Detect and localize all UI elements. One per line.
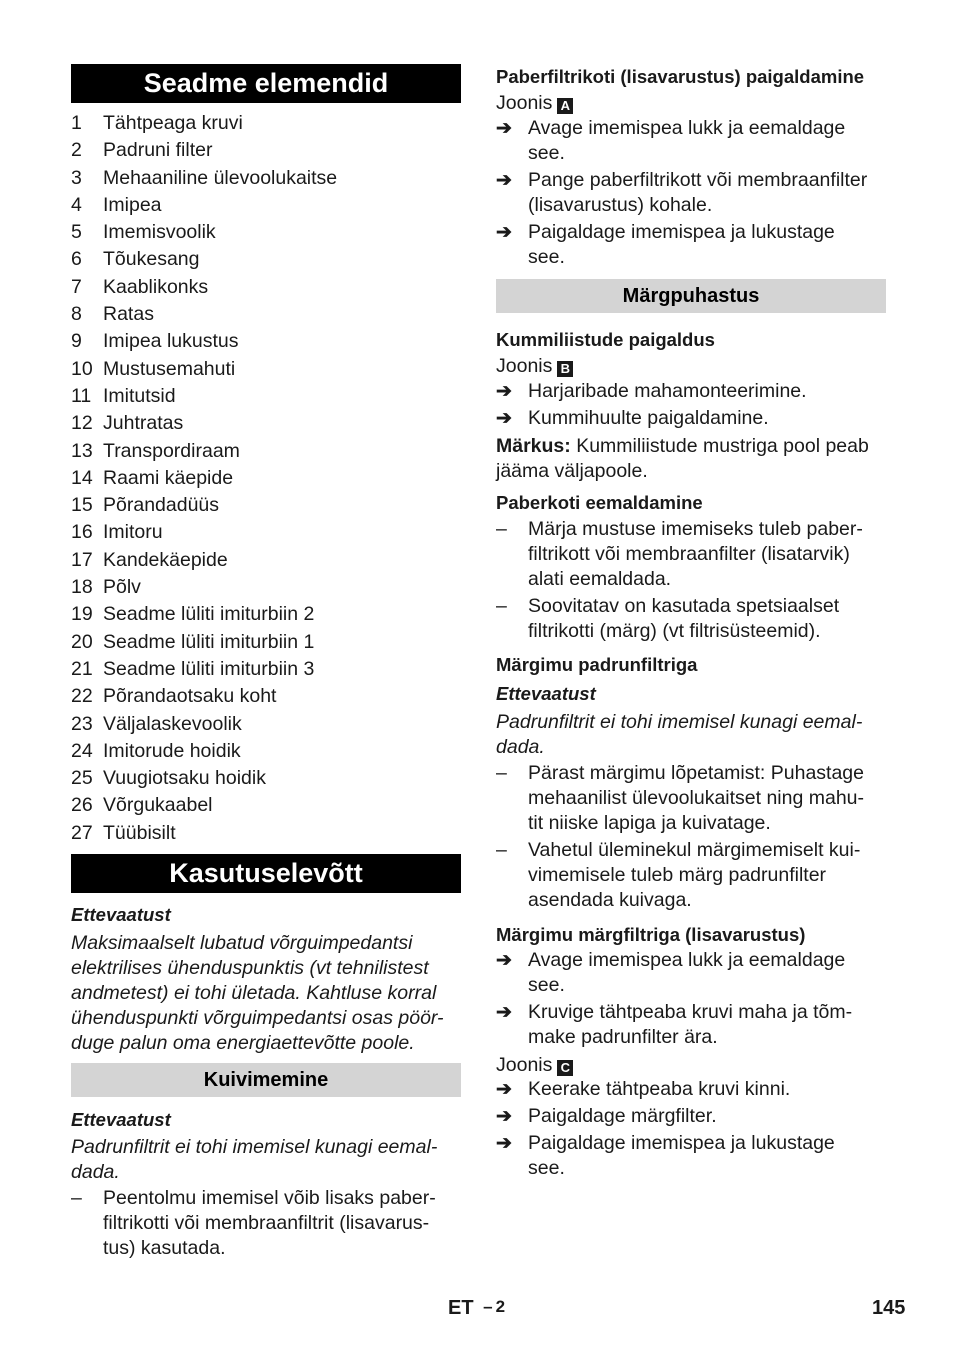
list-item xyxy=(71,383,461,410)
text-line: dada. xyxy=(71,1161,120,1183)
subsection-title-paberkoti-eemaldamine: Paberkoti eemaldamine xyxy=(496,492,703,513)
caution-text xyxy=(71,931,444,1056)
text-line: Keerake tähtpeaba kruvi kinni. xyxy=(528,1078,791,1100)
instruction-step xyxy=(496,1104,886,1129)
subsection-title-kummiliistud: Kummiliistude paigaldus xyxy=(496,329,715,350)
text-line: Kruvige tähtpeaba kruvi maha ja tõm- xyxy=(528,1001,853,1023)
list-item-text: Imipea lukustus xyxy=(103,330,239,353)
caution-label: Ettevaatust xyxy=(71,1109,171,1130)
list-item-number: 4 xyxy=(71,193,82,216)
list-item-number: 10 xyxy=(71,357,93,380)
text-line: alati eemaldada. xyxy=(528,568,672,590)
text-line: filtrikotti või membraanfiltrit (lisavarus- xyxy=(103,1212,430,1234)
dash-marker: – xyxy=(496,762,507,784)
arrow-icon: ➔ xyxy=(496,1002,512,1023)
list-item-text: Väljalaskevoolik xyxy=(103,712,242,735)
list-item-number: 13 xyxy=(71,439,93,462)
subsection-title-kuivimemine: Kuivimemine xyxy=(71,1063,461,1097)
list-item xyxy=(71,574,461,601)
text-line: Peentolmu imemisel võib lisaks paber- xyxy=(103,1187,436,1209)
arrow-icon: ➔ xyxy=(496,118,512,139)
list-item xyxy=(71,137,461,164)
note-text-cont: jääma väljapoole. xyxy=(496,460,648,482)
caution-label: Ettevaatust xyxy=(71,904,171,925)
figure-reference-b xyxy=(496,354,573,379)
list-item xyxy=(71,328,461,355)
section-title-seadme-elemendid: Seadme elemendid xyxy=(71,64,461,103)
list-item-text: Mustusemahuti xyxy=(103,357,236,380)
text-line: filtrikott või membraanfilter (lisatarvik) xyxy=(528,543,850,565)
list-item-text: Tõukesang xyxy=(103,248,200,271)
list-item-number: 21 xyxy=(71,657,93,680)
figure-label: Joonis xyxy=(496,92,553,114)
list-item-text: Imitutsid xyxy=(103,384,176,407)
arrow-icon: ➔ xyxy=(496,1133,512,1154)
text-line: tit niiske lapiga ja kuivatage. xyxy=(528,812,771,834)
footer-sub-page: 2 xyxy=(495,1297,506,1316)
text-line: Pärast märgimu lõpetamist: Puhastage xyxy=(528,762,864,784)
dash-list-item xyxy=(496,517,886,592)
list-item xyxy=(71,601,461,628)
list-item-text: Vuugiotsaku hoidik xyxy=(103,767,266,790)
list-item-text: Tähtpeaga kruvi xyxy=(103,112,243,134)
text-line: elektrilises ühenduspunktis (vt tehnilistest xyxy=(71,957,429,979)
list-item-text: Seadme lüliti imiturbiin 3 xyxy=(103,657,315,680)
text-line: Avage imemispea lukk ja eemaldage xyxy=(528,117,846,139)
list-item-number: 8 xyxy=(71,303,82,326)
list-item xyxy=(71,465,461,492)
dash-list-item xyxy=(496,838,886,913)
list-item xyxy=(71,656,461,683)
list-item-number: 15 xyxy=(71,494,93,517)
instruction-step xyxy=(496,1077,886,1102)
text-line: Padrunfiltrit ei tohi imemisel kunagi eemal- xyxy=(71,1136,438,1158)
list-item-number: 7 xyxy=(71,275,82,298)
arrow-icon: ➔ xyxy=(496,950,512,971)
subsection-title-margimu-padrunfiltriga: Märgimu padrunfiltriga xyxy=(496,654,698,675)
text-line: Märja mustuse imemiseks tuleb paber- xyxy=(528,518,863,540)
text-line: filtrikotti (märg) (vt filtrisüsteemid). xyxy=(528,620,821,642)
list-item xyxy=(71,820,461,847)
arrow-icon: ➔ xyxy=(496,408,512,429)
list-item-text: Juhtratas xyxy=(103,412,184,435)
list-item-number: 6 xyxy=(71,248,82,271)
list-item-text: Põrandaotsaku koht xyxy=(103,685,277,708)
list-item-text: Imitorude hoidik xyxy=(103,739,241,762)
text-line: Paigaldage imemispea ja lukustage xyxy=(528,221,835,243)
list-item-text: Padruni filter xyxy=(103,139,213,162)
list-item-text: Imemisvoolik xyxy=(103,221,216,244)
list-item xyxy=(71,219,461,246)
text-line: duge palun oma energiaettevõtte poole. xyxy=(71,1032,415,1054)
list-item-number: 17 xyxy=(71,548,93,571)
note-text: Kummiliistude mustriga pool peab xyxy=(576,435,869,457)
list-item-number: 19 xyxy=(71,603,93,626)
list-item-number: 2 xyxy=(71,139,82,162)
instruction-step xyxy=(496,948,886,998)
dash-marker: – xyxy=(496,518,507,540)
list-item-number: 1 xyxy=(71,112,82,134)
text-line: Padrunfiltrit ei tohi imemisel kunagi eemal- xyxy=(496,711,863,733)
list-item-number: 3 xyxy=(71,166,82,189)
text-line: Maksimaalselt lubatud võrguimpedantsi xyxy=(71,932,413,954)
dash-list-item xyxy=(496,761,886,836)
list-item-number: 25 xyxy=(71,767,93,790)
figure-c-icon: C xyxy=(557,1060,573,1076)
dash-marker: – xyxy=(496,839,507,861)
text-line: dada. xyxy=(496,736,545,758)
footer-language-marker xyxy=(448,1297,505,1320)
text-line: Soovitatav on kasutada spetsiaalset xyxy=(528,595,840,617)
list-item xyxy=(71,547,461,574)
figure-b-icon: B xyxy=(557,361,573,377)
list-item-text: Imitoru xyxy=(103,521,163,544)
list-item-number: 23 xyxy=(71,712,93,735)
text-line: see. xyxy=(528,1157,565,1179)
list-item-text: Tüübisilt xyxy=(103,821,176,844)
footer-lang: ET xyxy=(448,1297,474,1319)
list-item xyxy=(71,356,461,383)
list-item-number: 12 xyxy=(71,412,93,435)
arrow-icon: ➔ xyxy=(496,170,512,191)
instruction-step xyxy=(496,168,886,218)
text-line: see. xyxy=(528,974,565,996)
text-line: Pange paberfiltrikott või membraanfilter xyxy=(528,169,868,191)
list-item-text: Seadme lüliti imiturbiin 1 xyxy=(103,630,315,653)
instruction-step xyxy=(496,116,886,166)
figure-a-icon: A xyxy=(557,98,573,114)
list-item-number: 5 xyxy=(71,221,82,244)
list-item-number: 14 xyxy=(71,466,93,489)
note-line xyxy=(496,434,869,459)
note-label: Märkus: xyxy=(496,435,571,457)
list-item xyxy=(71,738,461,765)
footer-sep: – xyxy=(483,1297,493,1316)
figure-reference-a xyxy=(496,91,573,116)
text-line: vimemisele tuleb märg padrunfilter xyxy=(528,864,827,886)
text-line: Paigaldage märgfilter. xyxy=(528,1105,717,1127)
list-item-text: Põlv xyxy=(103,576,141,599)
text-line: make padrunfilter ära. xyxy=(528,1026,718,1048)
subsection-title-margimu-margfiltriga: Märgimu märgfiltriga (lisavarustus) xyxy=(496,924,806,945)
list-item xyxy=(71,683,461,710)
list-item-text: Raami käepide xyxy=(103,466,234,489)
list-item xyxy=(71,410,461,437)
instruction-step xyxy=(496,1000,886,1050)
instruction-step xyxy=(496,220,886,270)
list-item xyxy=(71,792,461,819)
list-item xyxy=(71,492,461,519)
list-item xyxy=(71,246,461,273)
list-item-number: 9 xyxy=(71,330,82,353)
list-item-number: 24 xyxy=(71,739,93,762)
dash-list-item xyxy=(496,594,886,644)
list-item xyxy=(71,301,461,328)
subsection-title-margpuhastus: Märgpuhastus xyxy=(496,279,886,313)
list-item xyxy=(71,765,461,792)
arrow-icon: ➔ xyxy=(496,1106,512,1127)
instruction-step xyxy=(496,1131,886,1181)
section-title-kasutuselevott: Kasutuselevõtt xyxy=(71,854,461,893)
dash-marker: – xyxy=(71,1187,82,1209)
text-line: Vahetul üleminekul märgimemiselt kui- xyxy=(528,839,861,861)
dash-list-item xyxy=(71,1186,461,1261)
text-line: Paigaldage imemispea ja lukustage xyxy=(528,1132,835,1154)
parts-list xyxy=(71,110,461,847)
list-item-text: Võrgukaabel xyxy=(103,794,213,817)
list-item-number: 26 xyxy=(71,794,93,817)
list-item xyxy=(71,438,461,465)
figure-label: Joonis xyxy=(496,1054,553,1076)
list-item xyxy=(71,711,461,738)
list-item-text: Kaablikonks xyxy=(103,275,209,298)
figure-reference-c xyxy=(496,1053,573,1078)
instruction-step xyxy=(496,406,886,431)
list-item-number: 18 xyxy=(71,576,93,599)
text-line: Avage imemispea lukk ja eemaldage xyxy=(528,949,846,971)
list-item-text: Põrandadüüs xyxy=(103,494,220,517)
text-line: asendada kuivaga. xyxy=(528,889,692,911)
text-line: Kummihuulte paigaldamine. xyxy=(528,407,769,429)
text-line: mehaanilist ülevoolukaitset ning mahu- xyxy=(528,787,865,809)
list-item-number: 27 xyxy=(71,821,93,844)
list-item xyxy=(71,110,461,137)
text-line: ühenduspunkti võrguimpedantsi osas pöör- xyxy=(71,1007,444,1029)
caution-text xyxy=(496,710,862,760)
text-line: andmetest) ei tohi ületada. Kahtluse korral xyxy=(71,982,437,1004)
text-line: (lisavarustus) kohale. xyxy=(528,194,713,216)
list-item-number: 20 xyxy=(71,630,93,653)
list-item-text: Mehaaniline ülevoolukaitse xyxy=(103,166,338,189)
page-number: 145 xyxy=(872,1297,906,1319)
list-item-number: 11 xyxy=(71,384,92,407)
list-item-text: Seadme lüliti imiturbiin 2 xyxy=(103,603,315,626)
caution-text xyxy=(71,1135,437,1185)
instruction-step xyxy=(496,379,886,404)
arrow-icon: ➔ xyxy=(496,381,512,402)
arrow-icon: ➔ xyxy=(496,1079,512,1100)
text-line: see. xyxy=(528,246,565,268)
subsection-title-paberfiltrikott: Paberfiltrikoti (lisavarustus) paigaldamine xyxy=(496,66,865,87)
list-item-text: Ratas xyxy=(103,303,154,326)
dash-marker: – xyxy=(496,595,507,617)
list-item xyxy=(71,192,461,219)
figure-label: Joonis xyxy=(496,355,553,377)
list-item xyxy=(71,165,461,192)
list-item-text: Imipea xyxy=(103,193,162,216)
list-item xyxy=(71,274,461,301)
list-item-text: Transpordiraam xyxy=(103,439,240,462)
text-line: Harjaribade mahamonteerimine. xyxy=(528,380,807,402)
list-item-number: 22 xyxy=(71,685,93,708)
list-item xyxy=(71,519,461,546)
caution-label: Ettevaatust xyxy=(496,683,596,704)
text-line: tus) kasutada. xyxy=(103,1237,226,1259)
list-item-text: Kandekäepide xyxy=(103,548,228,571)
text-line: see. xyxy=(528,142,565,164)
list-item-number: 16 xyxy=(71,521,93,544)
arrow-icon: ➔ xyxy=(496,222,512,243)
list-item xyxy=(71,629,461,656)
